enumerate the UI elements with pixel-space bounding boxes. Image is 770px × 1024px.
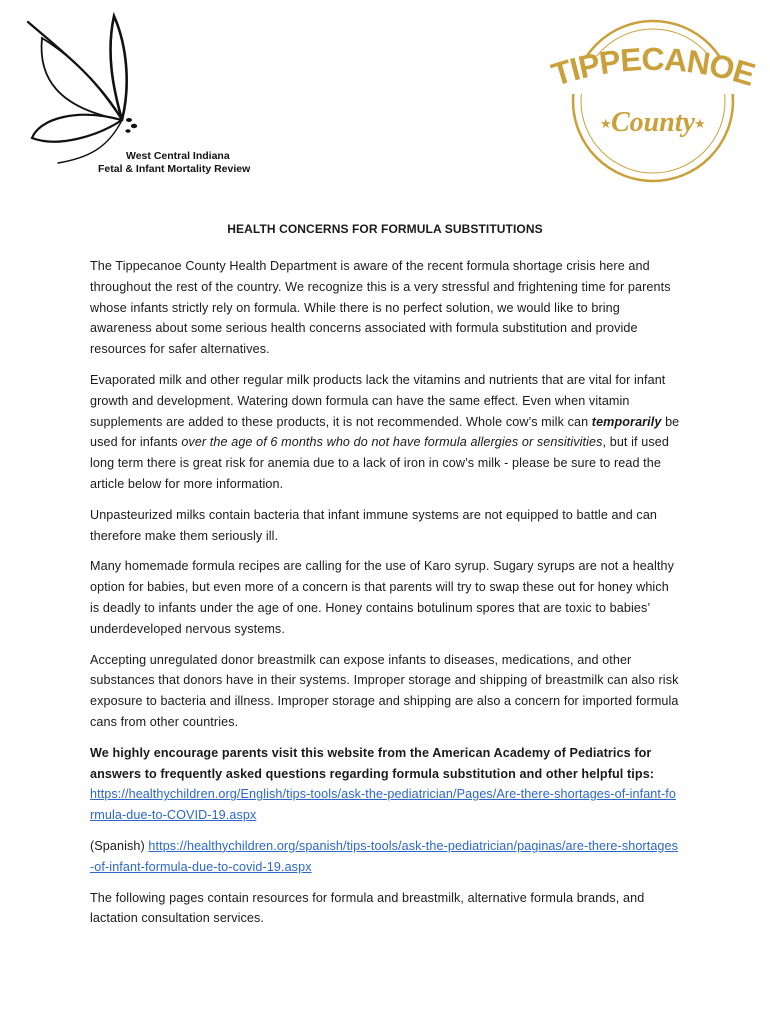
text-run: , but if used long term there is great risk for anemia due to a lack of iron in cow’s milk - please be sure to read the article below for more information. bbox=[90, 435, 669, 491]
butterfly-icon bbox=[18, 8, 168, 168]
link-spanish-article[interactable]: https://healthychildren.org/spanish/tips-tools/ask-the-pediatrician/paginas/are-there-shortages-of-infant-formula-due-to-covid-19.aspx bbox=[90, 838, 679, 874]
organization-line-1: West Central Indiana bbox=[126, 150, 230, 162]
spanish-label: (Spanish) bbox=[90, 838, 149, 853]
paragraph-donor-breastmilk: Accepting unregulated donor breastmilk can expose infants to diseases, medications, and other substances that donors have in their systems. Improper storage and shipping of breastmilk can also risk exposure to bacteria and illness. Improper storage and shipping are also a concern for imported formula cans from other countries. bbox=[90, 652, 679, 729]
emphasis-temporarily: temporarily bbox=[591, 414, 662, 429]
document-title: HEALTH CONCERNS FOR FORMULA SUBSTITUTIONS bbox=[227, 222, 543, 236]
logo-word-1: TIPPECANOE bbox=[548, 40, 758, 93]
organization-line-2: Fetal & Infant Mortality Review bbox=[98, 163, 251, 175]
paragraph-aap-website bbox=[90, 743, 680, 826]
paragraph-karo-syrup: Many homemade formula recipes are calling for the use of Karo syrup. Sugary syrups are not a healthy option for babies, but even more of a concern is that parents will try to swap these out for honey which is deadly to infants under the age of one. Honey contains botulinum spores that are toxic to babies’ underdeveloped nervous systems. bbox=[90, 559, 675, 636]
text-run: Evaporated milk and other regular milk products lack the vitamins and nutrients that are vital for infant growth and development. Watering down formula can have the same effect. Even when vitamin supplements are added to these products, it is not recommended. Whole cow’s milk can bbox=[90, 372, 666, 429]
organization-name bbox=[98, 150, 250, 176]
fimr-logo bbox=[18, 8, 258, 178]
document-body bbox=[90, 222, 680, 939]
star-icon: ★ bbox=[694, 117, 706, 132]
paragraph-following-pages: The following pages contain resources for formula and breastmilk, alternative formula brands, and lactation consultation services. bbox=[90, 890, 645, 926]
star-icon: ★ bbox=[600, 117, 612, 132]
paragraph-spanish-link bbox=[90, 836, 680, 878]
aap-encouragement: We highly encourage parents visit this website from the American Academy of Pediatrics for answers to frequently asked questions regarding formula substitution and other helpful tips: bbox=[90, 745, 655, 781]
paragraph-intro: The Tippecanoe County Health Department is aware of the recent formula shortage crisis here and throughout the rest of the country. We recognize this is a very stressful and frightening time for parents whose infants strictly rely on formula. While there is no perfect solution, we would like to bring awareness about some serious health concerns associated with formula substitution and provide resources for safer alternatives. bbox=[90, 259, 671, 357]
emphasis-age-condition: over the age of 6 months who do not have formula allergies or sensitivities bbox=[181, 435, 603, 450]
logo-word-2: County bbox=[610, 107, 696, 138]
text-run: be used for infants bbox=[90, 414, 680, 450]
paragraph-unpasteurized: Unpasteurized milks contain bacteria that infant immune systems are not equipped to battle and can therefore make them seriously ill. bbox=[90, 507, 658, 543]
tippecanoe-county-logo bbox=[548, 16, 758, 186]
paragraph-milk-products bbox=[90, 370, 680, 495]
link-english-article[interactable]: https://healthychildren.org/English/tips-tools/ask-the-pediatrician/Pages/Are-there-shortages-of-infant-formula-due-to-COVID-19.aspx bbox=[90, 787, 677, 823]
